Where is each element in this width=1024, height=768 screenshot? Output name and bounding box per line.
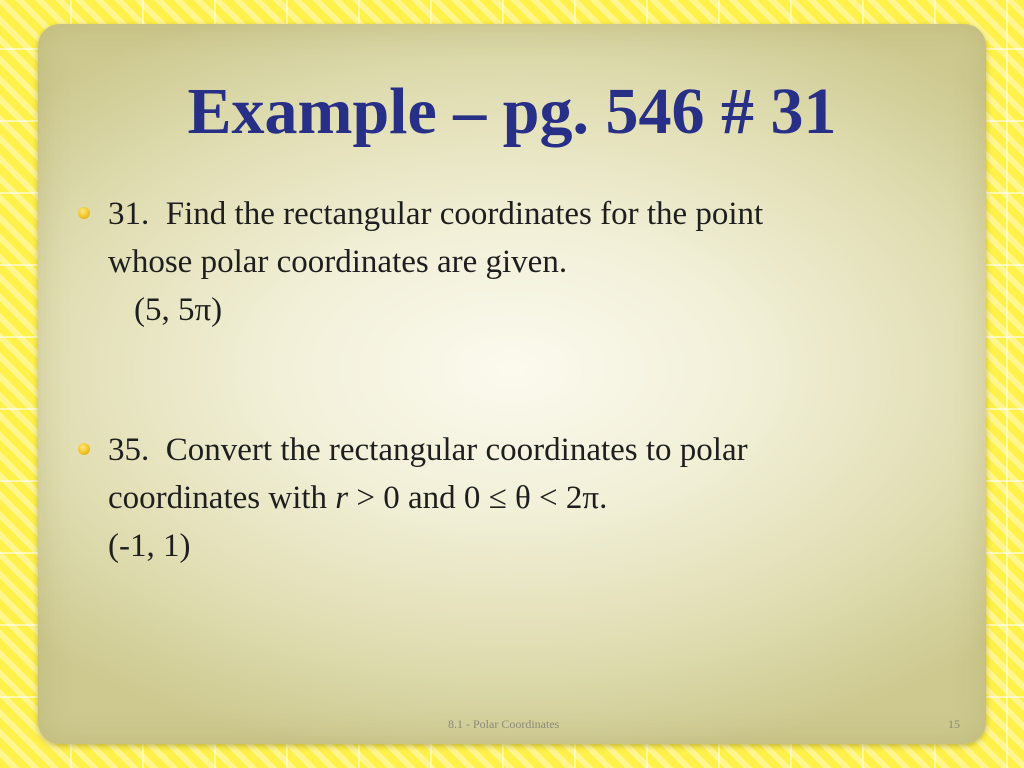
slide-title: Example – pg. 546 # 31: [187, 75, 837, 148]
bullet-31-line-2: whose polar coordinates are given.: [108, 244, 568, 280]
variable-r: r: [335, 480, 349, 516]
bullet-35-line-2: [108, 474, 928, 522]
bullet-31-given-point: (5, 5π): [134, 292, 223, 328]
bullet-marker-icon: [78, 207, 90, 219]
footer-title: 8.1 - Polar Coordinates: [448, 717, 560, 731]
bullet-31-line-1: 31. Find the rectangular coordinates for the point: [108, 196, 764, 232]
bullet-marker-icon: [78, 443, 90, 455]
bullet-item-35: [108, 426, 928, 570]
bullet-35-line-2-prefix: coordinates with: [108, 480, 336, 516]
bullet-35-line-1: 35. Convert the rectangular coordinates to polar: [108, 432, 748, 468]
bullet-35-line-2-suffix: > 0 and 0 ≤ θ < 2π.: [348, 480, 608, 516]
slide-page-number: 15: [948, 717, 960, 731]
bullet-item-31: [108, 190, 928, 334]
bullet-35-given-point: (-1, 1): [108, 528, 191, 564]
